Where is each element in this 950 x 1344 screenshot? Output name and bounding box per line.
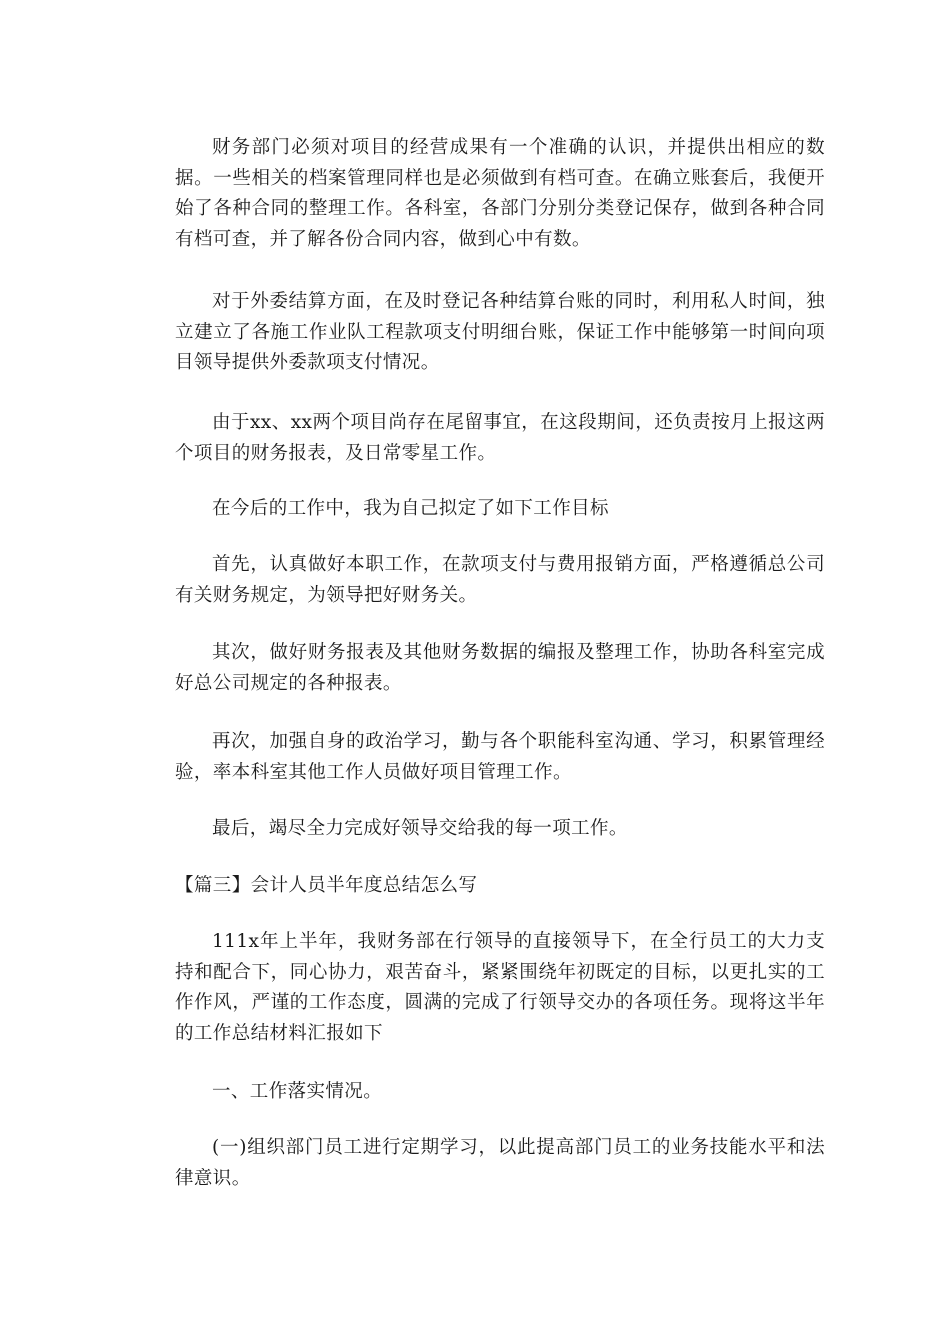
paragraph-goal-second: 其次，做好财务报表及其他财务数据的编报及整理工作，协助各科室完成好总公司规定的各种报表。 [175,642,825,694]
paragraph-future-goals-intro: 在今后的工作中，我为自己拟定了如下工作目标 [212,498,609,519]
paragraph-work-implementation: 一、工作落实情况。 [212,1081,383,1102]
paragraph-goal-first: 首先，认真做好本职工作，在款项支付与费用报销方面，严格遵循总公司有关财务规定，为领导把好财务关。 [175,554,825,606]
paragraph-contract-archiving: 财务部门必须对项目的经营成果有一个准确的认识，并提供出相应的数据。一些相关的档案管理同样也是必须做到有档可查。在确立账套后，我便开始了各种合同的整理工作。各科室，各部门分别分类登记保存，做到各种合同有档可查，并了解各份合同内容，做到心中有数。 [175,137,825,250]
paragraph-outsourcing-settlement: 对于外委结算方面，在及时登记各种结算台账的同时，利用私人时间，独立建立了各施工作业队工程款项支付明细台账，保证工作中能够第一时间向项目领导提供外委款项支付情况。 [175,291,825,373]
paragraph-goal-third: 再次，加强自身的政治学习，勤与各个职能科室沟通、学习，积累管理经验，率本科室其他工作人员做好项目管理工作。 [175,731,825,783]
paragraph-goal-last: 最后，竭尽全力完成好领导交给我的每一项工作。 [212,818,628,839]
paragraph-staff-training: (一)组织部门员工进行定期学习，以此提高部门员工的业务技能水平和法律意识。 [175,1137,825,1189]
paragraph-half-year-summary: 111x年上半年，我财务部在行领导的直接领导下，在全行员工的大力支持和配合下，同心协力，艰苦奋斗，紧紧围绕年初既定的目标，以更扎实的工作作风，严谨的工作态度，圆满的完成了行领导交办的各项任务。现将这半年的工作总结材料汇报如下 [175,931,825,1044]
paragraph-remaining-projects: 由于xx、xx两个项目尚存在尾留事宜，在这段期间，还负责按月上报这两个项目的财务报表，及日常零星工作。 [175,412,825,464]
section-heading: 【篇三】会计人员半年度总结怎么写 [175,875,478,896]
